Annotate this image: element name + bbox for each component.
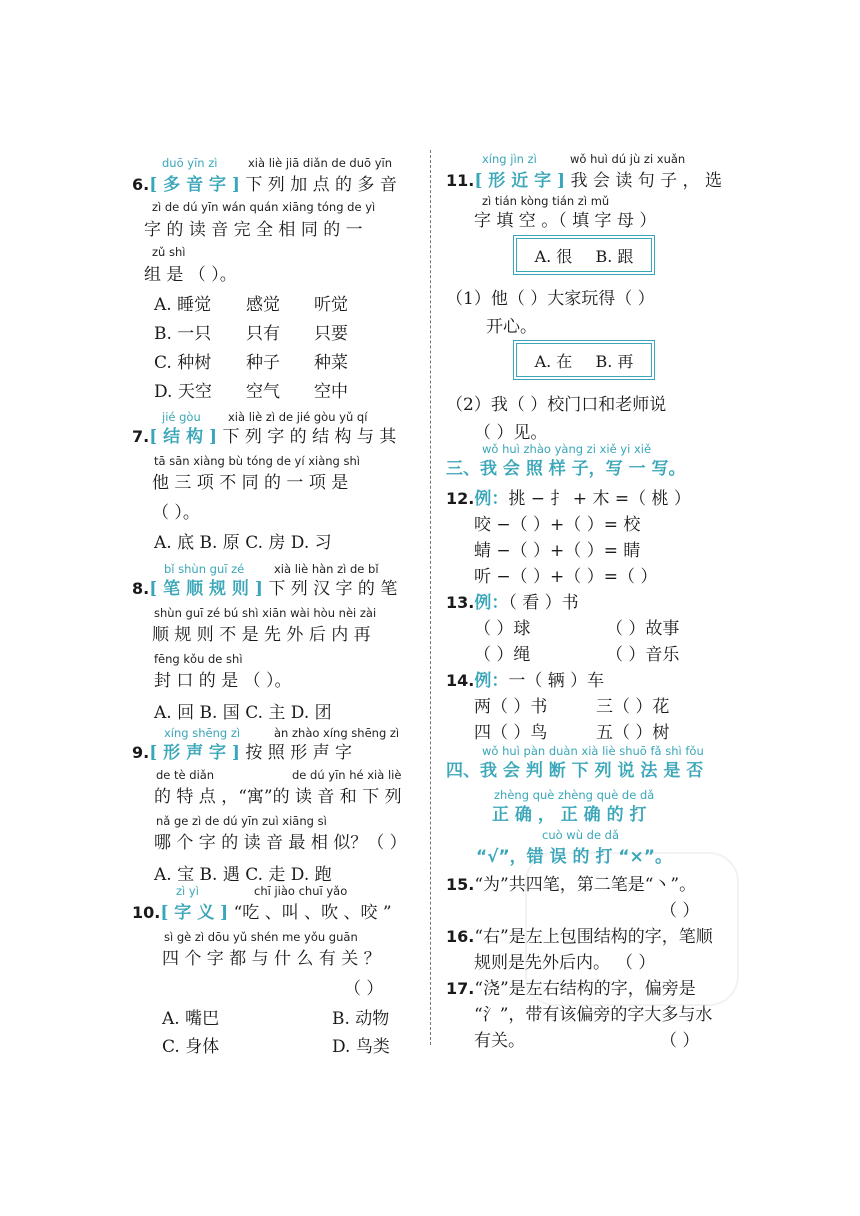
fill-row: 四（ ）鸟 五（ ）树 <box>474 723 670 743</box>
fill-row: （ ）球 （ ）故事 <box>474 619 680 639</box>
question-16 <box>446 922 713 947</box>
section-title: 正 确 ， 正 确 的 打 <box>492 805 647 825</box>
pinyin: tā sān xiàng bù tóng de yí xiàng shì <box>154 454 360 468</box>
pinyin: sì gè zì dōu yǔ shén me yǒu guān <box>164 930 358 944</box>
question-text: 字 的 读 音 完 全 相 同 的 一 <box>144 220 363 240</box>
sentence-2-cont: （ ）见。 <box>474 423 548 443</box>
question-number: 9. <box>132 743 150 762</box>
pinyin: fēng kǒu de shì <box>154 652 243 666</box>
question-text: “为”共四笔，第二笔是“丶”。 <box>474 875 697 895</box>
section-title: 三、我 会 照 样 子，写 一 写。 <box>446 459 686 479</box>
question-line <box>446 166 722 191</box>
column-divider <box>430 150 431 1045</box>
question-line <box>132 422 396 447</box>
question-17 <box>446 974 696 999</box>
pinyin: xíng jìn zì <box>482 152 537 166</box>
answer-paren[interactable]: （ ） <box>616 953 656 973</box>
question-text: “右”是左上包围结构的字，笔顺 <box>474 927 713 947</box>
pinyin: de dú yīn hé xià liè <box>292 768 402 782</box>
question-text: 字 填 空 。（ 填 字 母 ） <box>474 211 657 231</box>
question-text: 封 口 的 是 （ ）。 <box>154 671 292 691</box>
question-text: 下 列 字 的 结 构 与 其 <box>222 427 397 447</box>
pinyin: shùn guī zé bú shì xiān wài hòu nèi zài <box>154 606 377 620</box>
section-pinyin: wǒ huì pàn duàn xià liè shuō fǎ shì fǒu <box>482 744 704 758</box>
pinyin: zǔ shì <box>152 245 186 259</box>
question-number: 7. <box>132 427 150 446</box>
option-row: A. 回 B. 国 C. 主 D. 团 <box>154 703 332 723</box>
question-text: 下 列 加 点 的 多 音 <box>245 175 397 195</box>
category-tag: [ 字 义 ] <box>160 903 229 923</box>
pinyin: nǎ ge zì de dú yīn zuì xiāng sì <box>156 814 327 828</box>
question-text: “氵”，带有该偏旁的字大多与水 <box>474 1005 713 1025</box>
example: 挑 − 扌 + 木 =（ 桃 ） <box>508 489 691 509</box>
pinyin: xíng shēng zì <box>164 726 241 740</box>
answer-paren[interactable]: （ ） <box>660 901 700 921</box>
question-text: 我 会 读 句 子 ， 选 <box>570 171 722 191</box>
question-number: 17. <box>446 979 475 998</box>
question-text: 四 个 字 都 与 什 么 有 关 ？ <box>162 949 381 969</box>
pinyin: wǒ huì dú jù zi xuǎn <box>570 152 686 166</box>
question-number: 12. <box>446 489 475 508</box>
option-row: A. 嘴巴 B. 动物 <box>162 1009 390 1029</box>
example: 一（ 辆 ）车 <box>508 671 605 691</box>
question-15 <box>446 870 696 895</box>
section-title: 四、我 会 判 断 下 列 说 法 是 否 <box>446 761 704 781</box>
example-label: 例： <box>474 489 509 509</box>
pinyin: jié gòu <box>162 410 201 424</box>
option-row: B. 一只 只有 只要 <box>154 324 348 344</box>
question-number: 13. <box>446 593 475 612</box>
question-text: 有关。 <box>474 1031 525 1051</box>
question-line <box>446 588 579 613</box>
question-line <box>132 738 352 763</box>
pinyin: xià liè hàn zì de bǐ <box>274 562 379 576</box>
question-text: 按 照 形 声 字 <box>245 743 353 763</box>
pinyin: bǐ shùn guī zé <box>164 562 245 576</box>
option-row: A. 宝 B. 遇 C. 走 D. 跑 <box>154 865 332 885</box>
question-text: 哪 个 字 的 读 音 最 相 似？（ ） <box>154 833 407 853</box>
question-text: 下 列 汉 字 的 笔 <box>268 579 398 599</box>
category-tag: [ 形 声 字 ] <box>149 743 240 763</box>
option-box: A. 很 B. 跟 <box>516 238 652 272</box>
category-tag: [ 多 音 字 ] <box>149 175 240 195</box>
question-number: 14. <box>446 671 475 690</box>
fill-row: （ ）绳 （ ）音乐 <box>474 645 680 665</box>
option-row: A. 底 B. 原 C. 房 D. 习 <box>154 533 332 553</box>
option-row: C. 身体 D. 鸟类 <box>162 1037 390 1057</box>
question-text: （ ）。 <box>152 503 200 523</box>
question-line <box>446 666 604 691</box>
pinyin: de tè diǎn <box>156 768 215 782</box>
question-line <box>132 574 397 599</box>
example-label: 例： <box>474 593 509 613</box>
pinyin: xià liè jiā diǎn de duō yīn <box>248 156 393 170</box>
question-text: “浇”是左右结构的字，偏旁是 <box>474 979 696 999</box>
pinyin: zì de dú yīn wán quán xiāng tóng de yì <box>152 200 376 214</box>
fill-row: 听 −（ ）+（ ）=（ ） <box>474 567 658 587</box>
example-label: 例： <box>474 671 509 691</box>
fill-row: 两（ ）书 三（ ）花 <box>474 697 670 717</box>
fill-row: 蜻 −（ ）+（ ）= 睛 <box>474 541 641 561</box>
category-tag: [ 结 构 ] <box>149 427 218 447</box>
section-pinyin: wǒ huì zhào yàng zi xiě yi xiě <box>482 442 652 456</box>
question-number: 16. <box>446 927 475 946</box>
section-pinyin: cuò wù de dǎ <box>542 828 620 842</box>
pinyin: duō yīn zì <box>162 156 218 170</box>
sentence-1-cont: 开心。 <box>486 317 537 337</box>
question-text: 组 是 （ ）。 <box>144 265 237 285</box>
question-number: 10. <box>132 903 161 922</box>
answer-paren[interactable]: （ ） <box>344 979 384 999</box>
answer-paren[interactable]: （ ） <box>660 1031 700 1051</box>
question-text: “吃 、叫 、吹 、咬 ” <box>233 903 392 923</box>
sentence-2: （2）我（ ）校门口和老师说 <box>446 395 667 415</box>
section-pinyin: zhèng què zhèng què de dǎ <box>494 788 655 802</box>
pinyin: xià liè zì de jié gòu yǔ qí <box>228 410 368 424</box>
pinyin: àn zhào xíng shēng zì <box>274 726 400 740</box>
example: （ 看 ）书 <box>508 593 579 613</box>
pinyin: chī jiào chuī yǎo <box>254 884 348 898</box>
question-number: 8. <box>132 579 150 598</box>
category-tag: [ 笔 顺 规 则 ] <box>149 579 263 599</box>
question-number: 6. <box>132 175 150 194</box>
question-line <box>446 484 691 509</box>
question-number: 11. <box>446 171 475 190</box>
question-text: 的 特 点 ，“寓”的 读 音 和 下 列 <box>154 787 402 807</box>
option-box: A. 在 B. 再 <box>516 343 652 377</box>
sentence-1: （1）他（ ）大家玩得（ ） <box>446 289 655 309</box>
question-line <box>132 170 397 195</box>
pinyin: zì yì <box>176 884 199 898</box>
question-text: 规则是先外后内。 <box>474 953 610 973</box>
pinyin: zì tián kòng tián zì mǔ <box>482 194 610 208</box>
option-row: A. 睡觉 感觉 听觉 <box>154 295 348 315</box>
question-line <box>132 898 392 923</box>
option-row: C. 种树 种子 种菜 <box>154 353 348 373</box>
category-tag: [ 形 近 字 ] <box>474 171 566 191</box>
fill-row: 咬 −（ ）+（ ）= 校 <box>474 515 641 535</box>
question-number: 15. <box>446 875 475 894</box>
question-text: 顺 规 则 不 是 先 外 后 内 再 <box>152 625 371 645</box>
option-row: D. 天空 空气 空中 <box>154 382 348 402</box>
question-text: 他 三 项 不 同 的 一 项 是 <box>152 473 349 493</box>
section-title: “√”，错 误 的 打 “×”。 <box>476 847 672 867</box>
